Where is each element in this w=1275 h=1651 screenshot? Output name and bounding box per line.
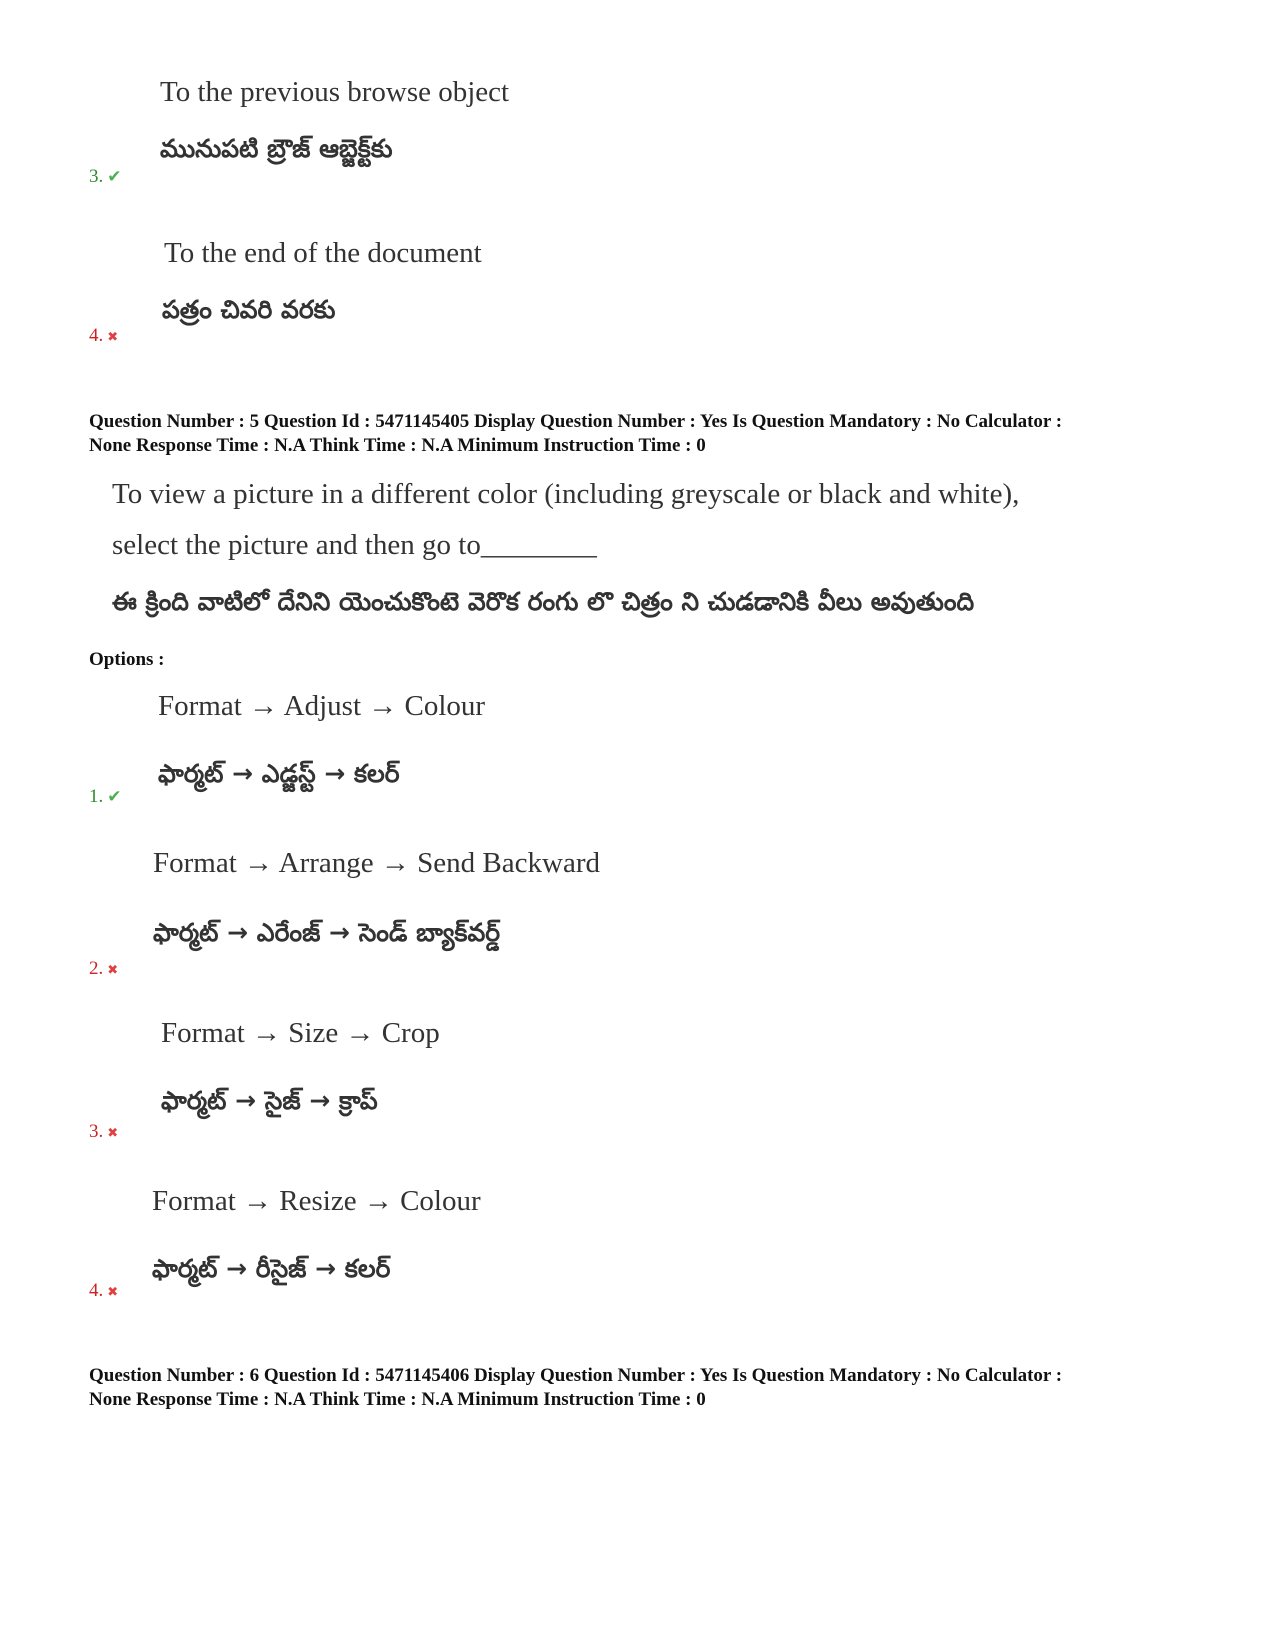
check-icon: ✔ (107, 167, 122, 187)
option-3-telugu-text: ఫార్మట్ → సైజ్ → క్రాప్ (161, 1086, 378, 1115)
cross-icon: ✖ (107, 963, 119, 978)
cross-icon: ✖ (107, 1285, 119, 1300)
option-2-english-text: Format → Arrange → Send Backward (153, 847, 600, 879)
cross-icon: ✖ (107, 330, 119, 345)
option-4-telugu-text: ఫార్మట్ → రీసైజ్ → కలర్ (152, 1254, 391, 1283)
option-1-english-text: Format → Adjust → Colour (158, 690, 486, 722)
meta-line: Question Number : 6 Question Id : 5471145406 Display Question Number : Yes Is Question Mandatory : No Calculator : (89, 1365, 1063, 1386)
option-3-english-text: Format → Size → Crop (161, 1017, 440, 1049)
option-3-english-text: To the previous browse object (160, 76, 510, 108)
option-number: 2. (89, 958, 104, 979)
option-4-english-text: To the end of the document (164, 237, 482, 269)
meta-line: None Response Time : N.A Think Time : N.A Minimum Instruction Time : 0 (89, 435, 706, 456)
option-4-marker (89, 1280, 118, 1302)
option-2-telugu-text: ఫార్మట్ → ఎరేంజ్ → సెండ్ బ్యాక్‌వర్డ్ (153, 918, 501, 947)
option-4-marker (89, 325, 118, 347)
question-5-text-line-1: To view a picture in a different color (including greyscale or black and white), (112, 478, 1020, 510)
option-2-marker (89, 958, 118, 980)
option-4-english-text: Format → Resize → Colour (152, 1185, 481, 1217)
option-4-telugu-text: పత్రం చివరి వరకు (162, 295, 336, 324)
options-label: Options : (89, 649, 165, 670)
meta-line: Question Number : 5 Question Id : 5471145405 Display Question Number : Yes Is Question Mandatory : No Calculator : (89, 411, 1063, 432)
option-number: 3. (89, 166, 104, 187)
question-5-telugu-text: ఈ క్రింది వాటిలో దేనిని యెంచుకొంటె వెరొక రంగు లొ చిత్రం ని చుడడానికి వీలు అవుతుంది (112, 587, 975, 616)
question-5-text-line-2: select the picture and then go to________ (112, 529, 597, 561)
option-number: 4. (89, 325, 104, 346)
option-3-marker (89, 166, 122, 188)
option-1-telugu-text: ఫార్మట్ → ఎడ్జస్ట్ → కలర్ (158, 759, 400, 788)
option-number: 3. (89, 1121, 104, 1142)
meta-line: None Response Time : N.A Think Time : N.A Minimum Instruction Time : 0 (89, 1389, 706, 1410)
option-3-marker (89, 1121, 118, 1143)
question-5-meta (89, 410, 1199, 458)
check-icon: ✔ (107, 787, 122, 807)
option-number: 1. (89, 786, 104, 807)
cross-icon: ✖ (107, 1126, 119, 1141)
option-1-marker (89, 786, 122, 808)
option-number: 4. (89, 1280, 104, 1301)
option-3-telugu-text: మునుపటి బ్రౌజ్ ఆబ్జెక్ట్‌కు (160, 134, 393, 163)
question-6-meta (89, 1364, 1199, 1412)
